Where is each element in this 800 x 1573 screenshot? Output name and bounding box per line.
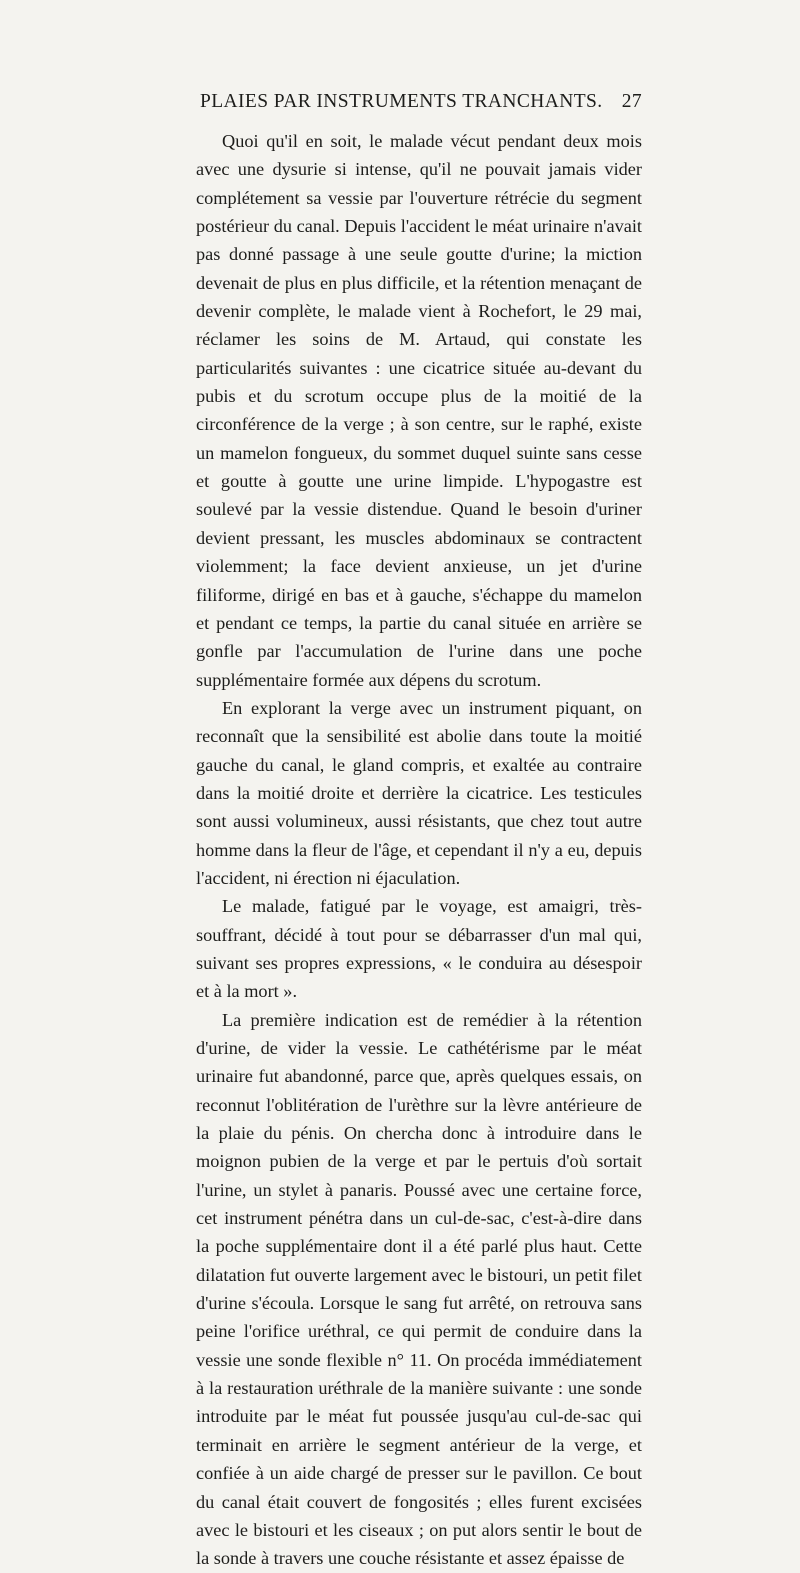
page-number: 27	[621, 91, 642, 112]
paragraph: Quoi qu'il en soit, le malade vécut pendant deux mois avec une dysurie si intense, qu'il ne pouvait jamais vider complétement sa vessie par l'ouverture rétrécie du segment postérieur du canal. Depuis l'accident le méat urinaire n'avait pas donné passage à une seule goutte d'urine; la miction devenait de plus en plus difficile, et la rétention menaçant de devenir complète, le malade vient à Rochefort, le 29 mai, réclamer les soins de M. Artaud, qui constate les particularités suivantes : une cicatrice située au-devant du pubis et du scrotum occupe plus de la moitié de la circonférence de la verge ; à son centre, sur le raphé, existe un mamelon fongueux, du sommet duquel suinte sans cesse et goutte à goutte une urine limpide. L'hypogastre est soulevé par la vessie distendue. Quand le besoin d'uriner devient pressant, les muscles abdominaux se contractent violemment; la face devient anxieuse, un jet d'urine filiforme, dirigé en bas et à gauche, s'échappe du mamelon et pendant ce temps, la partie du canal située en arrière se gonfle par l'accumulation de l'urine dans une poche supplémentaire formée aux dépens du scrotum.	[196, 131, 642, 690]
paragraph: La première indication est de remédier à la rétention d'urine, de vider la vessie. Le cathétérisme par le méat urinaire fut abandonné, parce que, après quelques essais, on reconnut l'oblitération de l'urèthre sur la lèvre antérieure de la plaie du pénis. On chercha donc à introduire dans le moignon pubien de la verge et par le pertuis d'où sortait l'urine, un stylet à panaris. Poussé avec une certaine force, cet instrument pénétra dans un cul-de-sac, c'est-à-dire dans la poche supplémentaire dont il a été parlé plus haut. Cette dilatation fut ouverte largement avec le bistouri, un petit filet d'urine s'écoula. Lorsque le sang fut arrêté, on retrouva sans peine l'orifice uréthral, ce qui permit de conduire dans la vessie une sonde flexible n° 11. On procéda immédiatement à la restauration uréthrale de la manière suivante : une sonde introduite par le méat fut poussée jusqu'au cul-de-sac qui terminait en arrière le segment antérieur de la verge, et confiée à un aide chargé de presser sur le pavillon. Ce bout du canal était couvert de fongosités ; elles furent excisées avec le bistouri et les ciseaux ; on put alors sentir le bout de la sonde à travers une couche résistante et assez épaisse de	[196, 1009, 642, 1569]
running-title: PLAIES PAR INSTRUMENTS TRANCHANTS.	[200, 91, 603, 112]
running-header	[200, 90, 642, 114]
paragraph: En explorant la verge avec un instrument piquant, on reconnaît que la sensibilité est abolie dans toute la moitié gauche du canal, le gland compris, et exaltée au contraire dans la moitié droite et derrière la cicatrice. Les testicules sont aussi volumineux, aussi résistants, que chez tout autre homme dans la fleur de l'âge, et cependant il n'y a eu, depuis l'accident, ni érection ni éjaculation.	[196, 697, 642, 888]
body-text	[196, 127, 642, 1573]
paragraph: Le malade, fatigué par le voyage, est amaigri, très-souffrant, décidé à tout pour se débarrasser d'un mal qui, suivant ses propres expressions, « le conduira au désespoir et à la mort ».	[196, 896, 642, 1002]
